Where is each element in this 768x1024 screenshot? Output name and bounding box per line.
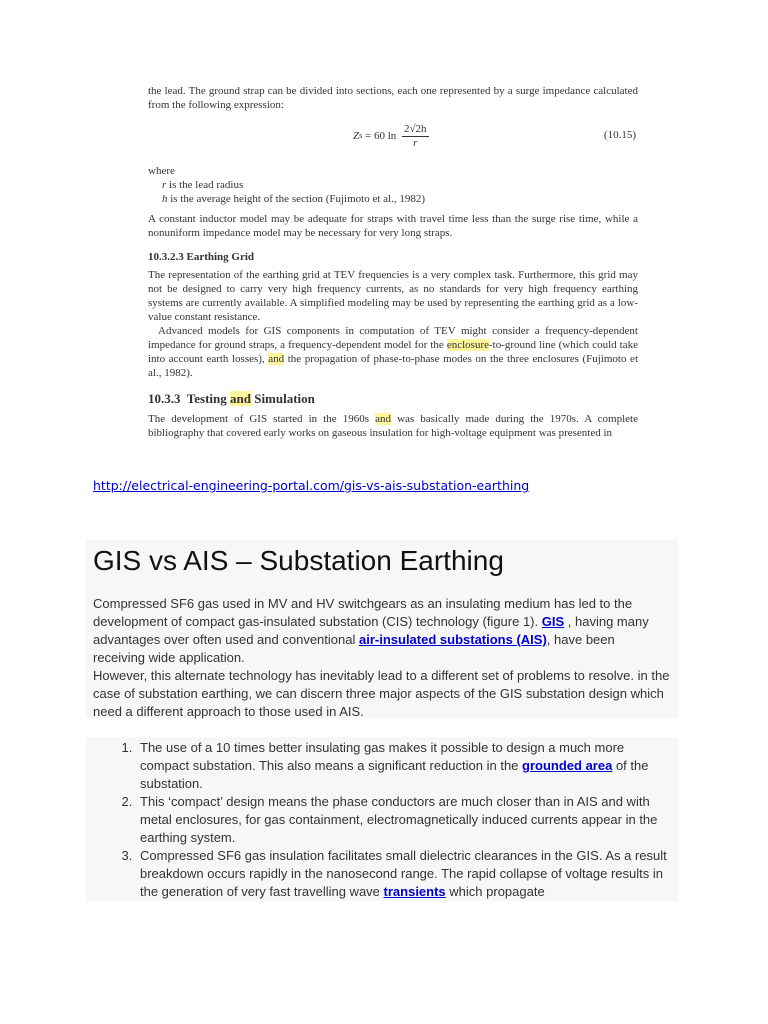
where-desc: is the average height of the section (Fujimoto et al., 1982)	[167, 193, 426, 205]
aspects-list	[110, 739, 670, 901]
equation-numerator: 2√2h	[404, 122, 427, 135]
equation-lhs: Z	[353, 130, 360, 142]
text-run: the propagation of phase-to-phase modes on the three enclosures (Fujimoto et al., 1982).	[148, 353, 638, 379]
article-intro-paragraph	[93, 595, 670, 721]
transients-link[interactable]: transients	[383, 884, 446, 899]
text-run: The development of GIS started in the 1960s	[148, 413, 376, 425]
where-var: h	[162, 193, 168, 205]
text-run: , have been receiving wide application.	[93, 632, 615, 665]
text-run: 10.3.3 Testing	[148, 391, 230, 406]
equation-denominator: r	[413, 136, 418, 149]
text-run: Simulation	[250, 391, 315, 406]
text-run: -to-ground line (which could take into account earth losses),	[148, 339, 638, 365]
article-intro-card	[86, 540, 678, 718]
where-var: r	[162, 179, 167, 191]
equation-equals: = 60 ln	[362, 130, 400, 142]
text-run: Compressed SF6 gas insulation facilitates small dielectric clearances in the GIS. As a result breakdown occurs rapidly in the nanosecond range. The rapid collapse of voltage results in the generation of very fast travelling wave	[140, 848, 667, 899]
where-item	[148, 178, 638, 192]
source-url-link[interactable]: http://electrical-engineering-portal.com/gis-vs-ais-substation-earthing	[93, 478, 530, 493]
scan-paragraph-development	[148, 412, 638, 440]
equation-body	[353, 116, 429, 156]
highlight-enclosure: enclosure	[446, 339, 489, 351]
equation-10-15	[148, 116, 638, 158]
text-run: The use of a 10 times better insulating gas makes it possible to design a much more compact substation. This also means a significant reduction in the	[140, 740, 625, 773]
article-list-card	[86, 737, 678, 901]
list-item	[136, 847, 670, 901]
list-item	[136, 793, 670, 847]
scan-paragraph-model: A constant inductor model may be adequate for straps with travel time less than the surge rise time, while a nonuniform impedance model may be necessary for very long straps.	[148, 213, 638, 239]
where-block	[148, 164, 638, 206]
scan-paragraph-grid: The representation of the earthing grid at TEV frequencies is a very complex task. Furthermore, this grid may not be designed to carry very high frequency currents, as no standards for very high frequency earthing systems are currently available. A simplified modeling may be used by representing the earthing grid as a low-value constant resistance.	[148, 269, 638, 323]
where-desc: is the lead radius	[166, 179, 244, 191]
section-heading	[148, 392, 638, 406]
equation-lhs-sub: s	[359, 131, 363, 140]
text-run: Advanced models for GIS components in computation of TEV might consider a frequency-dependent impedance for ground straps, a frequency-dependent model for the	[148, 325, 638, 351]
grounded-area-link[interactable]: grounded area	[522, 758, 613, 773]
gis-link[interactable]: GIS	[541, 614, 565, 629]
scanned-book-excerpt	[148, 84, 638, 440]
text-run: was basically made during the 1970s. A complete bibliography that covered early works on gaseous insulation for high-voltage equipment was presented in	[148, 413, 638, 439]
scan-paragraph-advanced	[148, 324, 638, 380]
list-item	[136, 739, 670, 793]
text-run: However, this alternate technology has inevitably lead to a different set of problems to resolve. in the case of substation earthing, we can discern three major aspects of the GIS substation design which need a different approach to those used in AIS.	[93, 668, 670, 719]
subsection-heading: 10.3.2.3 Earthing Grid	[148, 251, 255, 263]
where-label: where	[148, 165, 175, 177]
text-run: of the substation.	[140, 758, 649, 791]
highlight-and: and	[230, 391, 251, 406]
text-run: which propagate	[445, 884, 545, 899]
scan-paragraph-lead: the lead. The ground strap can be divided into sections, each one represented by a surge impedance calculated from the following expression:	[148, 85, 638, 111]
article-title: GIS vs AIS – Substation Earthing	[93, 545, 504, 576]
text-run: This ‘compact’ design means the phase conductors are much closer than in AIS and with metal enclosures, for gas containment, electromagnetically induced currents appear in the earthing system.	[140, 794, 658, 845]
highlight-and: and	[375, 413, 392, 425]
ais-link[interactable]: air-insulated substations (AIS)	[358, 632, 547, 647]
highlight-and: and	[268, 353, 285, 365]
text-run: Compressed SF6 gas used in MV and HV switchgears as an insulating medium has led to the development of compact gas-insulated substation (CIS) technology (figure 1).	[93, 596, 633, 629]
where-item	[148, 192, 638, 206]
equation-number: (10.15)	[603, 129, 636, 141]
equation-fraction	[402, 123, 429, 150]
text-run: , having many advantages over often used and conventional	[93, 614, 649, 647]
